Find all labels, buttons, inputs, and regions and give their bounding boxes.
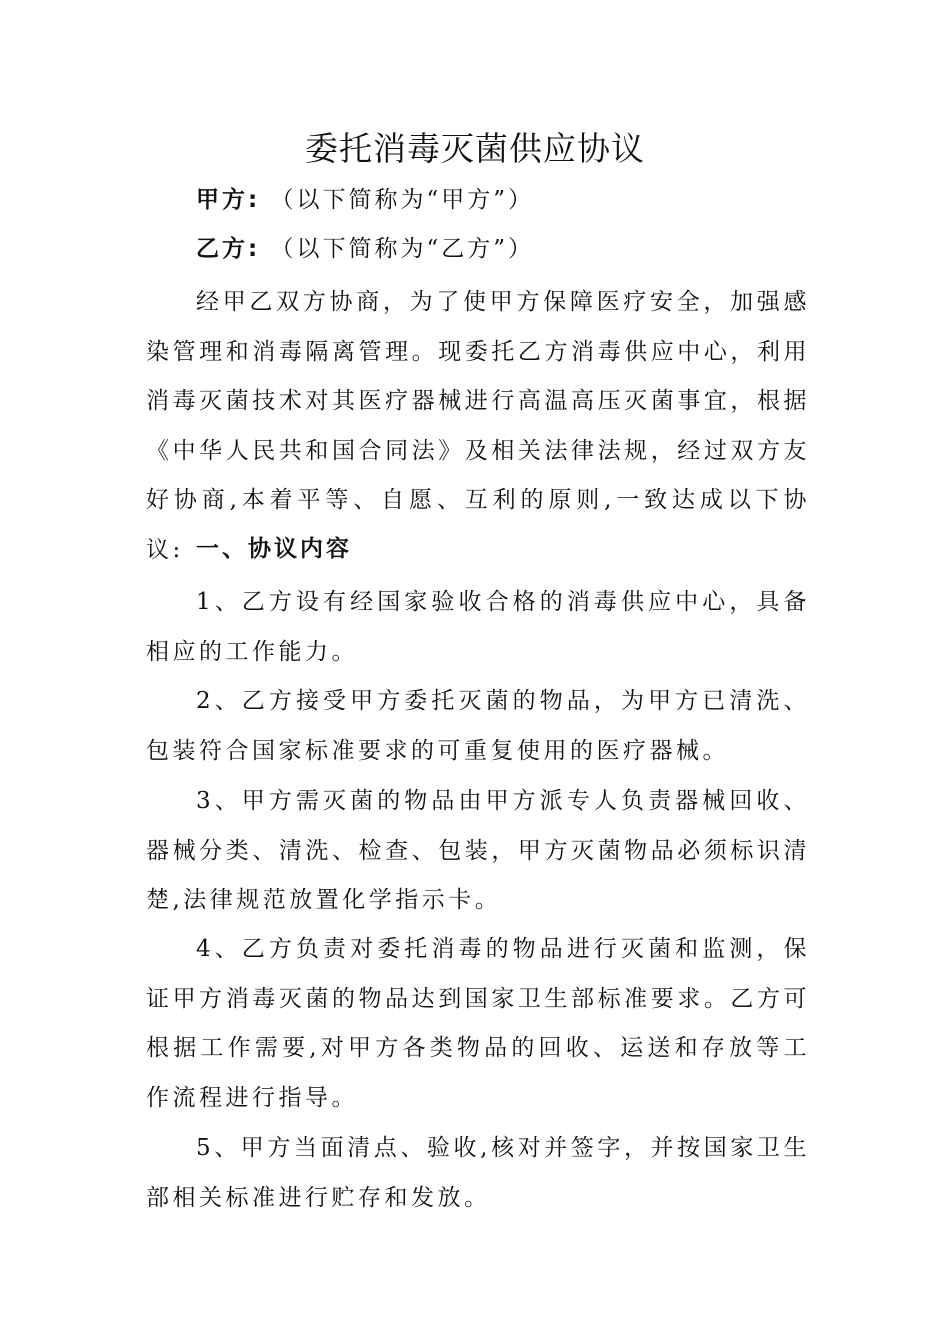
party-b-line bbox=[196, 229, 534, 269]
party-b-note: （以下简称为“乙方”） bbox=[270, 236, 535, 262]
preamble-paragraph: 经甲乙双方协商，为了使甲方保障医疗安全，加强感染管理和消毒隔离管理。现委托乙方消毒供应中心，利用消毒灭菌技术对其医疗器械进行高温高压灭菌事宜，根据《中华人民共和国合同法》及相关法律法规，经过双方友好协商,本着平等、自愿、互利的原则,一致达成以下协议: bbox=[146, 289, 810, 563]
document-title: 委托消毒灭菌供应协议 bbox=[305, 129, 645, 168]
party-a-line bbox=[196, 180, 534, 220]
party-a-note: （以下简称为“甲方”） bbox=[270, 187, 535, 213]
clause-3: 3、甲方需灭菌的物品由甲方派专人负责器械回收、器械分类、清洗、检查、包装，甲方灭菌物品必须标识清楚,法律规范放置化学指示卡。 bbox=[146, 788, 810, 913]
clause-1: 1、乙方设有经国家验收合格的消毒供应中心，具备相应的工作能力。 bbox=[146, 589, 810, 665]
section-heading: 一、协议内容 bbox=[196, 536, 352, 562]
clause-5: 5、甲方当面清点、验收,核对并签字，并按国家卫生部相关标准进行贮存和发放。 bbox=[146, 1135, 810, 1211]
party-b-label: 乙方: bbox=[196, 236, 261, 262]
clause-2: 2、乙方接受甲方委托灭菌的物品，为甲方已清洗、包装符合国家标准要求的可重复使用的医疗器械。 bbox=[146, 688, 810, 764]
clause-4: 4、乙方负责对委托消毒的物品进行灭菌和监测，保证甲方消毒灭菌的物品达到国家卫生部标准要求。乙方可根据工作需要,对甲方各类物品的回收、运送和存放等工作流程进行指导。 bbox=[146, 936, 810, 1111]
party-a-label: 甲方: bbox=[196, 187, 261, 213]
